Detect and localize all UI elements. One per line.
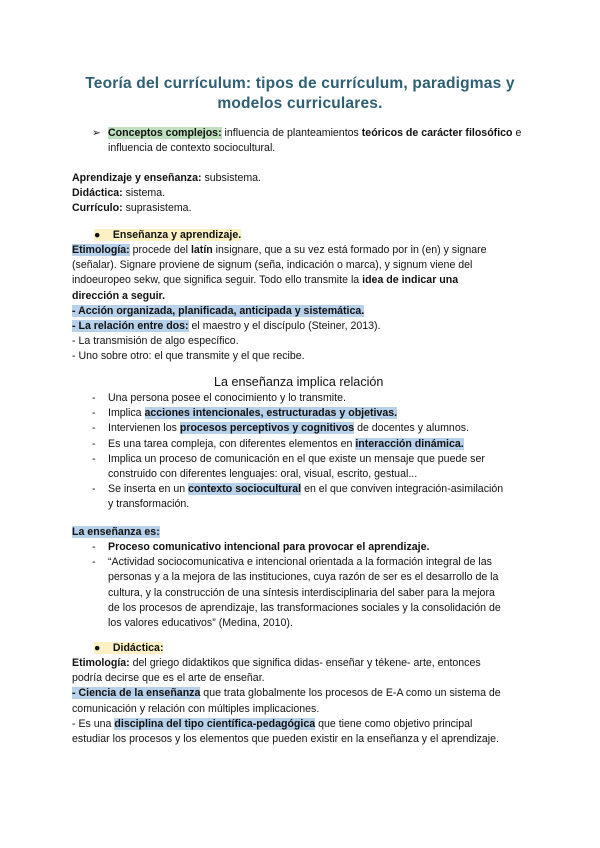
system-value: subsistema. [201, 172, 261, 184]
text: Intervienen los [108, 422, 180, 435]
relacion-item-5 [108, 452, 528, 482]
relacion-item-4 [108, 437, 528, 452]
system-label: Aprendizaje y enseñanza: [72, 172, 202, 184]
didactica-heading [94, 641, 163, 656]
es-quote [108, 555, 528, 631]
dash-marker: - [92, 437, 96, 450]
relacion-item-2 [108, 406, 528, 421]
intro-arrow: ➢ [92, 127, 101, 139]
didactica-item-1-text: que trata globalmente los procesos de E-A como un sistema de [200, 687, 501, 700]
didactica-item-1-line-2: comunicación y relación con múltiples implicaciones. [72, 702, 320, 715]
dash-marker: - [92, 452, 96, 465]
didactica-body [72, 656, 542, 747]
title-line-1: Teoría del currículum: tipos de currículum, paradigmas y [85, 75, 515, 92]
etimologia-text: procede del [129, 244, 191, 256]
text: construido con diferentes lenguajes: oral, visual, escrito, gestual... [108, 468, 418, 480]
intro-text-2: e influencia de contexto sociocultural. [108, 127, 522, 155]
systems-list [72, 171, 261, 217]
text: Se inserta en un [108, 483, 189, 496]
dash-marker: - [92, 483, 96, 496]
text: Proceso comunicativo intencional para provocar el aprendizaje. [108, 541, 430, 553]
text: de docentes y alumnos. [354, 422, 469, 435]
highlight: procesos perceptivos y cognitivos [179, 422, 355, 435]
title-line-2: modelos curriculares. [217, 95, 383, 112]
dash-marker: - [92, 422, 96, 435]
etimologia-label: Etimología: [72, 244, 130, 256]
es-heading [72, 525, 160, 540]
text: Es una tarea compleja, con diferentes elementos en [108, 437, 356, 450]
text: en el que conviven integración-asimilación [301, 483, 504, 496]
etimologia-line-3: indoeuropeo sekw, que significa seguir. Todo ello transmite la [72, 274, 363, 287]
intro-paragraph [108, 126, 538, 156]
ensenanza-heading-highlight [94, 229, 241, 241]
relacion-item-3 [108, 421, 528, 436]
ensenanza-item-4: - Uno sobre otro: el que transmite y el que recibe. [72, 350, 305, 363]
ensenanza-item-1: - Acción organizada, planificada, anticipada y sistemática. [72, 304, 365, 317]
highlight: contexto sociocultural [188, 483, 302, 496]
didactica-heading-highlight [94, 642, 163, 654]
etimologia-line-2: (señalar). Signare proviene de signum (seña, indicación o marca), y signum viene del [72, 259, 473, 272]
ensenanza-item-2-text: el maestro y el discípulo (Steiner, 2013). [188, 320, 381, 333]
system-value: suprasistema. [122, 202, 192, 215]
quote-line: “Actividad sociocomunicativa e intencional orientada a la formación integral de las [108, 556, 492, 569]
didactica-item-2-text: - Es una [72, 717, 115, 730]
quote-line: personas y a la mejora de las instituciones, cuya razón de ser es el desarrollo de la [108, 571, 499, 584]
etimologia-line-4: dirección a seguir. [72, 289, 166, 302]
dash-marker: - [92, 541, 96, 553]
system-label: Currículo: [72, 202, 123, 215]
quote-line: de los procesos de aprendizaje, las transformaciones sociales y la consolidación de [108, 601, 501, 614]
relacion-item-1: Una persona posee el conocimiento y lo transmite. [108, 392, 346, 404]
didactica-item-2-highlight: disciplina del tipo científica-pedagógica [114, 717, 316, 730]
highlight: interacción dinámica. [355, 437, 464, 450]
ensenanza-etimologia [72, 243, 532, 365]
didactica-item-2-text: que tiene como objetivo principal [315, 717, 473, 730]
ensenanza-heading-text: Enseñanza y aprendizaje. [112, 229, 242, 241]
text: Implica un proceso de comunicación en el que existe un mensaje que puede ser [108, 452, 485, 465]
didactica-heading-text: Didáctica: [112, 642, 164, 654]
etimologia-text: insignare, que a su vez está formado por in (en) y signare [212, 244, 487, 256]
dash-marker: - [92, 556, 96, 569]
intro-label: Conceptos complejos: [108, 127, 222, 139]
es-item-1 [108, 540, 528, 555]
relacion-item-6 [108, 482, 528, 512]
relacion-heading: La enseñanza implica relación [214, 375, 384, 389]
didactica-item-2-line-2: estudiar los procesos y los elementos que pueden existir en la enseñanza y el aprendizaje. [72, 733, 499, 746]
bullet-icon: ● [94, 229, 101, 241]
didactica-etim-label: Etimología: [72, 657, 130, 669]
text: y transformación. [108, 498, 190, 511]
es-heading-text: La enseñanza es: [72, 526, 160, 538]
didactica-etim-line-2: podría decirse que es el arte de enseñar. [72, 672, 265, 685]
highlight: acciones intencionales, estructuradas y objetivas. [144, 407, 398, 420]
system-label: Didáctica: [72, 187, 123, 200]
system-value: sistema. [122, 187, 166, 200]
bullet-icon: ● [94, 642, 101, 654]
text: Implica [108, 407, 145, 420]
ensenanza-item-3: - La transmisión de algo específico. [72, 335, 239, 348]
dash-marker: - [92, 392, 96, 404]
system-item-2 [72, 186, 261, 201]
page-title [60, 74, 540, 114]
etimologia-bold: idea de indicar una [362, 274, 459, 287]
quote-line: cultura, y la construcción de una síntesis interdisciplinaria del saber para la mejora [108, 586, 495, 599]
dash-marker: - [92, 407, 96, 420]
intro-text-1: influencia de planteamientos [221, 127, 362, 139]
system-item-1 [72, 171, 261, 186]
ensenanza-heading [94, 228, 241, 243]
quote-line: los valores educativos” (Medina, 2010). [108, 617, 293, 629]
didactica-etim-text: del griego didaktikos que significa didas- enseñar y tékene- arte, entonces [129, 657, 481, 669]
system-item-3 [72, 201, 261, 216]
ensenanza-item-2-label: - La relación entre dos: [72, 320, 189, 333]
intro-bold-1: teóricos de carácter filosófico [361, 127, 513, 139]
etimologia-latin: latín [190, 244, 213, 256]
didactica-item-1-label: - Ciencia de la enseñanza [72, 687, 201, 700]
